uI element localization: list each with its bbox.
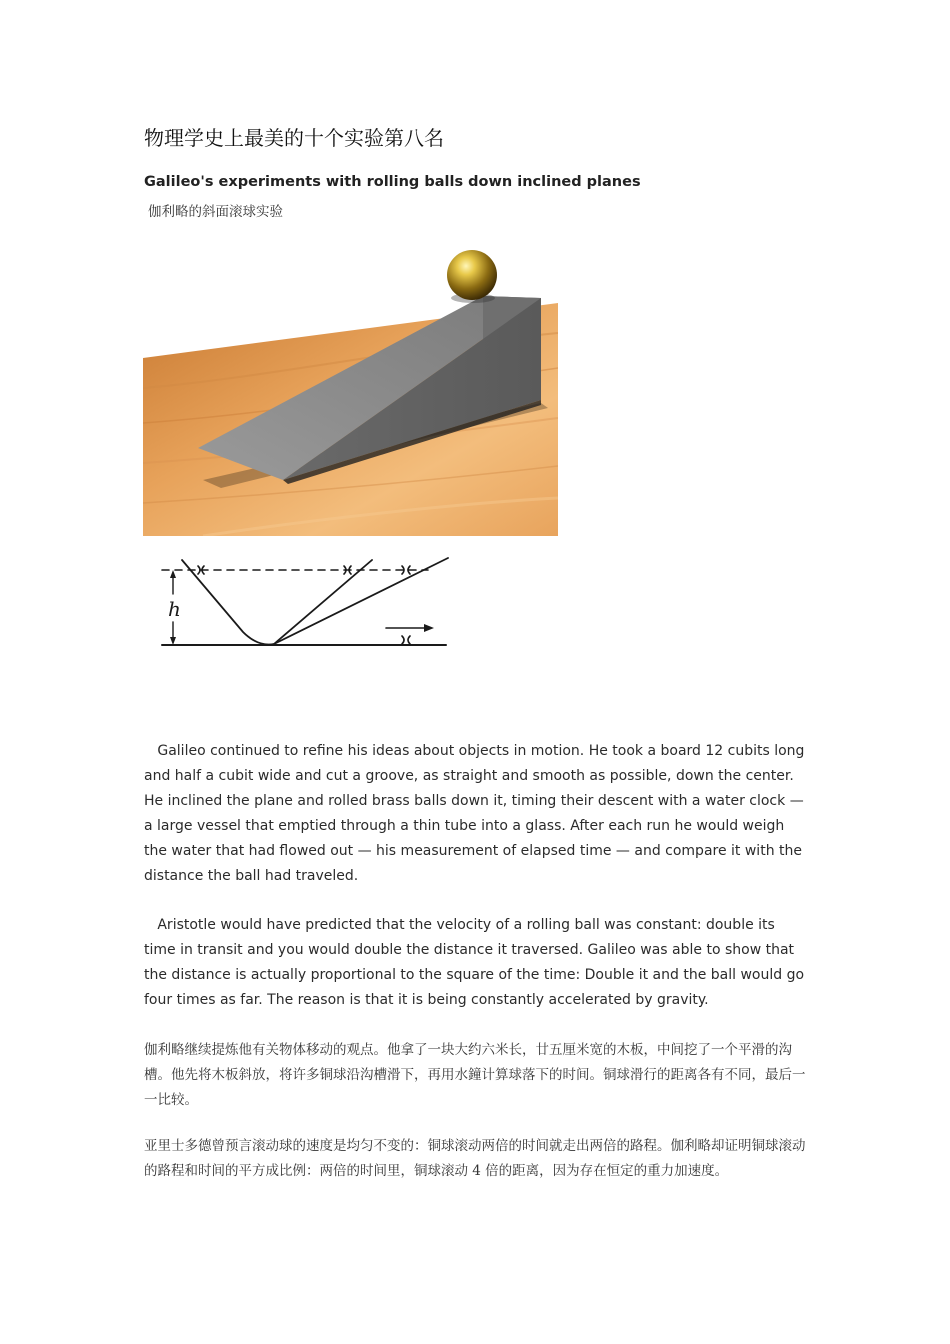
paragraph-english-1: Galileo continued to refine his ideas about objects in motion. He took a board 12 cubits long and half a cubit wide and cut a groove, as straight and smooth as possible, down the center. He inclined the plane and rolled brass balls down it, timing their descent with a water clock — a large vessel that emptied through a thin tube into a glass. After each run he would weigh the water that had flowed out — his measurement of elapsed time — and compare it with the distance the ball had traveled. xyxy=(144,743,809,884)
page-title: 物理学史上最美的十个实验第八名 xyxy=(144,126,444,150)
paragraph-chinese-1: 伽利略继续提炼他有关物体移动的观点。他拿了一块大约六米长，廿五厘米宽的木板，中间挖了一个平滑的沟槽。他先将木板斜放，将许多铜球沿沟槽滑下，再用水鐘计算球落下的时间。铜球滑行的距离各有不同，最后一一比较。 xyxy=(144,1042,806,1108)
paragraph-chinese-2: 亚里士多德曾预言滚动球的速度是均匀不变的：铜球滚动两倍的时间就走出两倍的路程。伽利略却证明铜球滚动的路程和时间的平方成比例：两倍的时间里，铜球滚动 4 倍的距离，因为存在恒定的重力加速度。 xyxy=(144,1138,806,1179)
height-label: h xyxy=(168,597,181,621)
article-subtitle-chinese: 伽利略的斜面滚球实验 xyxy=(148,204,283,220)
inclined-plane-photo xyxy=(143,248,558,536)
inclined-planes-diagram xyxy=(148,548,453,663)
paragraph-english-2: Aristotle would have predicted that the velocity of a rolling ball was constant: double its time in transit and you would double the distance it traversed. Galileo was able to show that the distance is actually proportional to the square of the time: Double it and the ball would go four times as far. The reason is that it is being constantly accelerated by gravity. xyxy=(144,917,809,1008)
article-subtitle: Galileo's experiments with rolling balls down inclined planes xyxy=(144,174,641,190)
